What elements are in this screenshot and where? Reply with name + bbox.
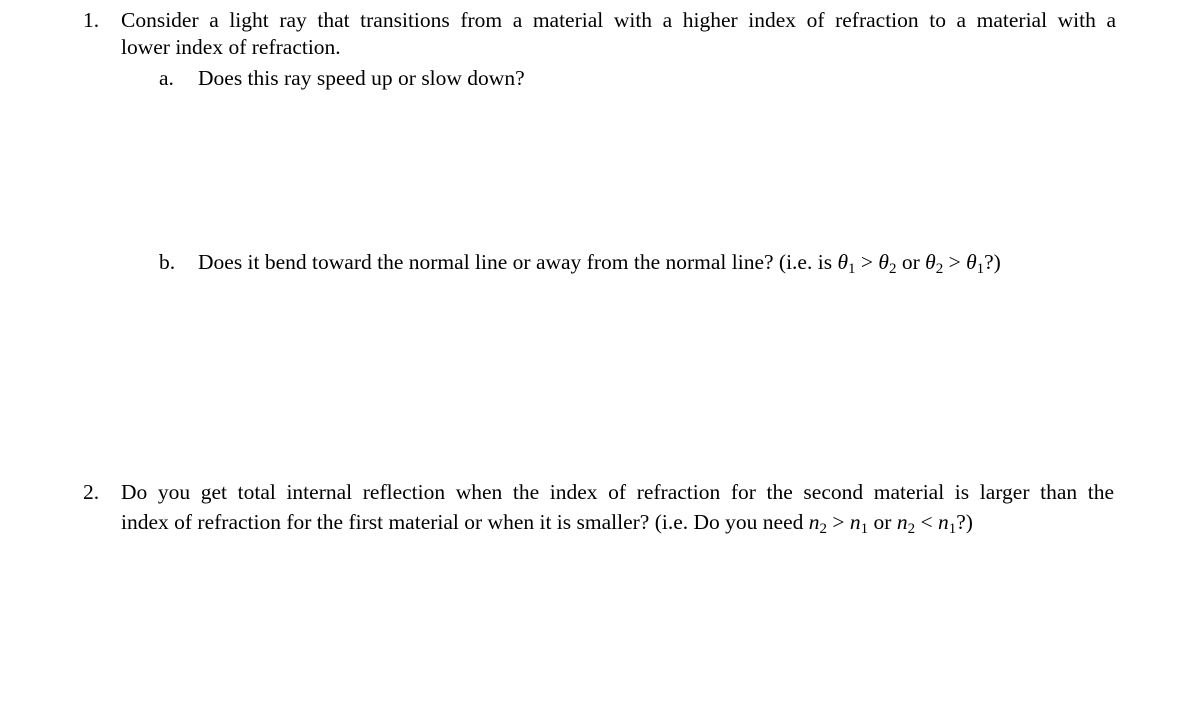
subscript: 1 <box>860 521 869 537</box>
greater-than-symbol: > <box>855 250 879 274</box>
question-2-line-1: Do you get total internal reflection when the index of refraction for the second material is larger than the <box>121 480 1114 504</box>
subscript: 2 <box>888 261 897 277</box>
question-2-line-2 <box>121 508 973 543</box>
question-1-line-1: Consider a light ray that transitions from a material with a higher index of refraction to a material with a <box>121 8 1116 32</box>
question-1a-letter: a. <box>159 66 174 90</box>
subscript: 1 <box>948 521 957 537</box>
theta-symbol: θ <box>878 250 889 274</box>
question-1b-text <box>198 248 1001 283</box>
less-than-symbol: < <box>915 510 938 534</box>
question-1a-text: Does this ray speed up or slow down? <box>198 66 525 90</box>
question-2-line-2-prefix: index of refraction for the first material or when it is smaller? (i.e. Do you need <box>121 510 809 534</box>
question-2-number: 2. <box>83 480 100 504</box>
subscript: 1 <box>848 261 856 277</box>
greater-than-symbol: > <box>827 510 850 534</box>
subscript: 2 <box>935 261 944 277</box>
subscript: 1 <box>976 261 985 277</box>
n-symbol: n <box>808 510 820 534</box>
question-1-number: 1. <box>83 8 100 32</box>
subscript: 2 <box>907 521 916 537</box>
question-1b-letter: b. <box>159 250 176 274</box>
theta-symbol: θ <box>966 250 977 274</box>
theta-symbol: θ <box>837 250 848 274</box>
n-symbol: n <box>849 510 861 534</box>
or-text: or <box>868 510 897 534</box>
n-symbol: n <box>896 510 908 534</box>
or-text: or <box>896 250 926 274</box>
question-1-line-2: lower index of refraction. <box>121 35 341 59</box>
subscript: 2 <box>819 521 828 537</box>
greater-than-symbol: > <box>943 250 967 274</box>
question-2-suffix: ?) <box>956 510 973 534</box>
theta-symbol: θ <box>925 250 936 274</box>
question-1b-suffix: ?) <box>984 250 1001 274</box>
n-symbol: n <box>937 510 949 534</box>
question-1b-prefix: Does it bend toward the normal line or away from the normal line? (i.e. is <box>198 250 838 274</box>
